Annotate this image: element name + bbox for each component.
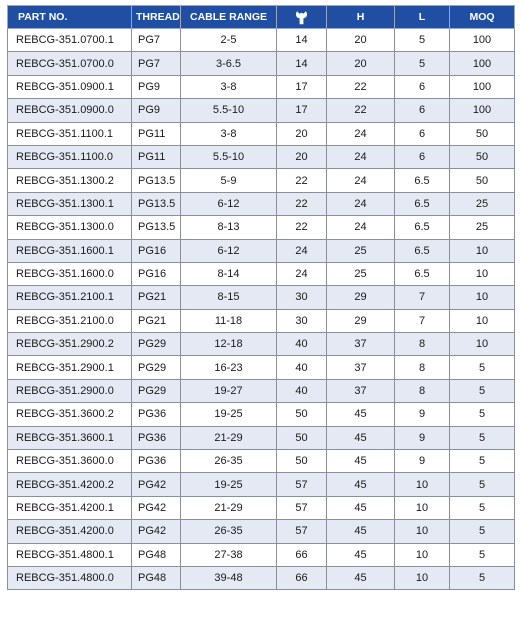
cable-range-cell: 19-25 [181, 403, 277, 426]
thread-cell: PG21 [132, 286, 181, 309]
thread-cell: PG11 [132, 145, 181, 168]
header-part-no: PART NO. [8, 6, 132, 29]
part-number-cell: REBCG-351.0700.0 [8, 52, 132, 75]
cable-range-cell: 5.5-10 [181, 145, 277, 168]
moq-cell: 100 [450, 52, 515, 75]
thread-cell: PG13.5 [132, 216, 181, 239]
part-number-cell: REBCG-351.4800.1 [8, 543, 132, 566]
table-row [8, 379, 515, 402]
wrench-size-cell: 57 [277, 520, 327, 543]
part-number-cell: REBCG-351.4800.0 [8, 566, 132, 589]
l-cell: 6.5 [395, 192, 450, 215]
l-cell: 6 [395, 122, 450, 145]
moq-cell: 5 [450, 356, 515, 379]
part-number-cell: REBCG-351.0700.1 [8, 29, 132, 52]
h-cell: 45 [327, 403, 395, 426]
header-cable-range: CABLE RANGE [181, 6, 277, 29]
table-row [8, 122, 515, 145]
table-row [8, 52, 515, 75]
part-number-cell: REBCG-351.2900.0 [8, 379, 132, 402]
thread-cell: PG16 [132, 262, 181, 285]
h-cell: 29 [327, 286, 395, 309]
h-cell: 22 [327, 99, 395, 122]
moq-cell: 100 [450, 99, 515, 122]
wrench-size-cell: 20 [277, 145, 327, 168]
thread-cell: PG36 [132, 450, 181, 473]
table-row [8, 496, 515, 519]
wrench-size-cell: 22 [277, 216, 327, 239]
moq-cell: 10 [450, 262, 515, 285]
wrench-size-cell: 30 [277, 309, 327, 332]
thread-cell: PG13.5 [132, 192, 181, 215]
part-number-cell: REBCG-351.2900.2 [8, 333, 132, 356]
thread-cell: PG9 [132, 75, 181, 98]
wrench-size-cell: 50 [277, 426, 327, 449]
cable-range-cell: 3-8 [181, 75, 277, 98]
l-cell: 6 [395, 145, 450, 168]
part-number-cell: REBCG-351.1300.2 [8, 169, 132, 192]
moq-cell: 5 [450, 543, 515, 566]
wrench-size-cell: 14 [277, 52, 327, 75]
cable-range-cell: 26-35 [181, 450, 277, 473]
cable-range-cell: 6-12 [181, 192, 277, 215]
cable-range-cell: 5.5-10 [181, 99, 277, 122]
thread-cell: PG7 [132, 29, 181, 52]
thread-cell: PG29 [132, 356, 181, 379]
h-cell: 20 [327, 29, 395, 52]
moq-cell: 25 [450, 216, 515, 239]
h-cell: 37 [327, 333, 395, 356]
part-number-cell: REBCG-351.1600.0 [8, 262, 132, 285]
wrench-size-cell: 30 [277, 286, 327, 309]
l-cell: 7 [395, 309, 450, 332]
table-header [8, 6, 515, 29]
part-number-cell: REBCG-351.1300.0 [8, 216, 132, 239]
part-number-cell: REBCG-351.0900.0 [8, 99, 132, 122]
wrench-size-cell: 40 [277, 356, 327, 379]
wrench-icon [277, 10, 326, 25]
l-cell: 6 [395, 99, 450, 122]
table-body [8, 29, 515, 590]
h-cell: 45 [327, 426, 395, 449]
wrench-size-cell: 17 [277, 99, 327, 122]
wrench-size-cell: 57 [277, 473, 327, 496]
part-number-cell: REBCG-351.3600.2 [8, 403, 132, 426]
h-cell: 45 [327, 566, 395, 589]
l-cell: 8 [395, 379, 450, 402]
table-row [8, 216, 515, 239]
l-cell: 6.5 [395, 239, 450, 262]
thread-cell: PG42 [132, 473, 181, 496]
h-cell: 20 [327, 52, 395, 75]
thread-cell: PG29 [132, 333, 181, 356]
cable-range-cell: 21-29 [181, 496, 277, 519]
moq-cell: 50 [450, 169, 515, 192]
moq-cell: 50 [450, 122, 515, 145]
cable-range-cell: 19-27 [181, 379, 277, 402]
moq-cell: 5 [450, 496, 515, 519]
table-row [8, 192, 515, 215]
part-number-cell: REBCG-351.2100.1 [8, 286, 132, 309]
cable-range-cell: 39-48 [181, 566, 277, 589]
table-row [8, 356, 515, 379]
cable-range-cell: 3-6.5 [181, 52, 277, 75]
wrench-size-cell: 14 [277, 29, 327, 52]
l-cell: 5 [395, 52, 450, 75]
cable-range-cell: 16-23 [181, 356, 277, 379]
wrench-size-cell: 50 [277, 403, 327, 426]
table-row [8, 426, 515, 449]
h-cell: 45 [327, 450, 395, 473]
l-cell: 6.5 [395, 216, 450, 239]
part-number-cell: REBCG-351.0900.1 [8, 75, 132, 98]
h-cell: 24 [327, 169, 395, 192]
table-row [8, 403, 515, 426]
cable-range-cell: 2-5 [181, 29, 277, 52]
h-cell: 24 [327, 122, 395, 145]
table-row [8, 262, 515, 285]
h-cell: 24 [327, 216, 395, 239]
part-number-cell: REBCG-351.1300.1 [8, 192, 132, 215]
thread-cell: PG16 [132, 239, 181, 262]
cable-range-cell: 12-18 [181, 333, 277, 356]
cable-range-cell: 8-15 [181, 286, 277, 309]
header-row [8, 6, 515, 29]
moq-cell: 10 [450, 286, 515, 309]
l-cell: 6 [395, 75, 450, 98]
table-row [8, 566, 515, 589]
table-row [8, 99, 515, 122]
header-l: L [395, 6, 450, 29]
h-cell: 29 [327, 309, 395, 332]
wrench-size-cell: 50 [277, 450, 327, 473]
cable-range-cell: 8-14 [181, 262, 277, 285]
header-thread: THREAD [132, 6, 181, 29]
moq-cell: 5 [450, 379, 515, 402]
cable-range-cell: 21-29 [181, 426, 277, 449]
wrench-size-cell: 40 [277, 379, 327, 402]
thread-cell: PG29 [132, 379, 181, 402]
wrench-size-cell: 22 [277, 192, 327, 215]
wrench-size-cell: 66 [277, 543, 327, 566]
l-cell: 9 [395, 403, 450, 426]
moq-cell: 10 [450, 309, 515, 332]
part-number-cell: REBCG-351.1100.1 [8, 122, 132, 145]
l-cell: 10 [395, 566, 450, 589]
h-cell: 45 [327, 473, 395, 496]
part-number-cell: REBCG-351.1600.1 [8, 239, 132, 262]
table-row [8, 309, 515, 332]
cable-gland-spec-table [7, 5, 515, 590]
thread-cell: PG21 [132, 309, 181, 332]
thread-cell: PG9 [132, 99, 181, 122]
l-cell: 8 [395, 333, 450, 356]
table-row [8, 520, 515, 543]
thread-cell: PG13.5 [132, 169, 181, 192]
h-cell: 37 [327, 356, 395, 379]
l-cell: 10 [395, 520, 450, 543]
wrench-size-cell: 17 [277, 75, 327, 98]
h-cell: 24 [327, 192, 395, 215]
l-cell: 6.5 [395, 169, 450, 192]
part-number-cell: REBCG-351.4200.1 [8, 496, 132, 519]
l-cell: 8 [395, 356, 450, 379]
wrench-size-cell: 24 [277, 262, 327, 285]
part-number-cell: REBCG-351.4200.2 [8, 473, 132, 496]
l-cell: 10 [395, 543, 450, 566]
l-cell: 6.5 [395, 262, 450, 285]
part-number-cell: REBCG-351.1100.0 [8, 145, 132, 168]
cable-range-cell: 6-12 [181, 239, 277, 262]
l-cell: 5 [395, 29, 450, 52]
thread-cell: PG48 [132, 543, 181, 566]
cable-range-cell: 19-25 [181, 473, 277, 496]
moq-cell: 5 [450, 566, 515, 589]
l-cell: 9 [395, 450, 450, 473]
moq-cell: 50 [450, 145, 515, 168]
wrench-size-cell: 22 [277, 169, 327, 192]
cable-range-cell: 5-9 [181, 169, 277, 192]
header-moq: MOQ [450, 6, 515, 29]
wrench-size-cell: 57 [277, 496, 327, 519]
l-cell: 7 [395, 286, 450, 309]
part-number-cell: REBCG-351.3600.0 [8, 450, 132, 473]
table-row [8, 333, 515, 356]
h-cell: 25 [327, 262, 395, 285]
table-row [8, 145, 515, 168]
wrench-size-cell: 40 [277, 333, 327, 356]
h-cell: 45 [327, 543, 395, 566]
part-number-cell: REBCG-351.2900.1 [8, 356, 132, 379]
cable-range-cell: 8-13 [181, 216, 277, 239]
moq-cell: 5 [450, 473, 515, 496]
moq-cell: 5 [450, 426, 515, 449]
table-row [8, 286, 515, 309]
table-row [8, 543, 515, 566]
h-cell: 45 [327, 520, 395, 543]
moq-cell: 10 [450, 239, 515, 262]
h-cell: 45 [327, 496, 395, 519]
table-row [8, 473, 515, 496]
h-cell: 25 [327, 239, 395, 262]
thread-cell: PG36 [132, 426, 181, 449]
moq-cell: 100 [450, 29, 515, 52]
table-row [8, 169, 515, 192]
h-cell: 24 [327, 145, 395, 168]
wrench-size-cell: 20 [277, 122, 327, 145]
l-cell: 10 [395, 496, 450, 519]
thread-cell: PG11 [132, 122, 181, 145]
thread-cell: PG48 [132, 566, 181, 589]
table-row [8, 75, 515, 98]
moq-cell: 5 [450, 403, 515, 426]
table-row [8, 450, 515, 473]
part-number-cell: REBCG-351.4200.0 [8, 520, 132, 543]
l-cell: 10 [395, 473, 450, 496]
moq-cell: 5 [450, 520, 515, 543]
h-cell: 22 [327, 75, 395, 98]
moq-cell: 10 [450, 333, 515, 356]
part-number-cell: REBCG-351.3600.1 [8, 426, 132, 449]
wrench-size-cell: 66 [277, 566, 327, 589]
h-cell: 37 [327, 379, 395, 402]
moq-cell: 100 [450, 75, 515, 98]
wrench-size-cell: 24 [277, 239, 327, 262]
thread-cell: PG7 [132, 52, 181, 75]
thread-cell: PG42 [132, 496, 181, 519]
cable-range-cell: 3-8 [181, 122, 277, 145]
cable-range-cell: 27-38 [181, 543, 277, 566]
table-row [8, 239, 515, 262]
header-wrench-size [277, 6, 327, 29]
thread-cell: PG42 [132, 520, 181, 543]
part-number-cell: REBCG-351.2100.0 [8, 309, 132, 332]
table-row [8, 29, 515, 52]
l-cell: 9 [395, 426, 450, 449]
moq-cell: 25 [450, 192, 515, 215]
cable-range-cell: 26-35 [181, 520, 277, 543]
cable-range-cell: 11-18 [181, 309, 277, 332]
moq-cell: 5 [450, 450, 515, 473]
header-h: H [327, 6, 395, 29]
thread-cell: PG36 [132, 403, 181, 426]
